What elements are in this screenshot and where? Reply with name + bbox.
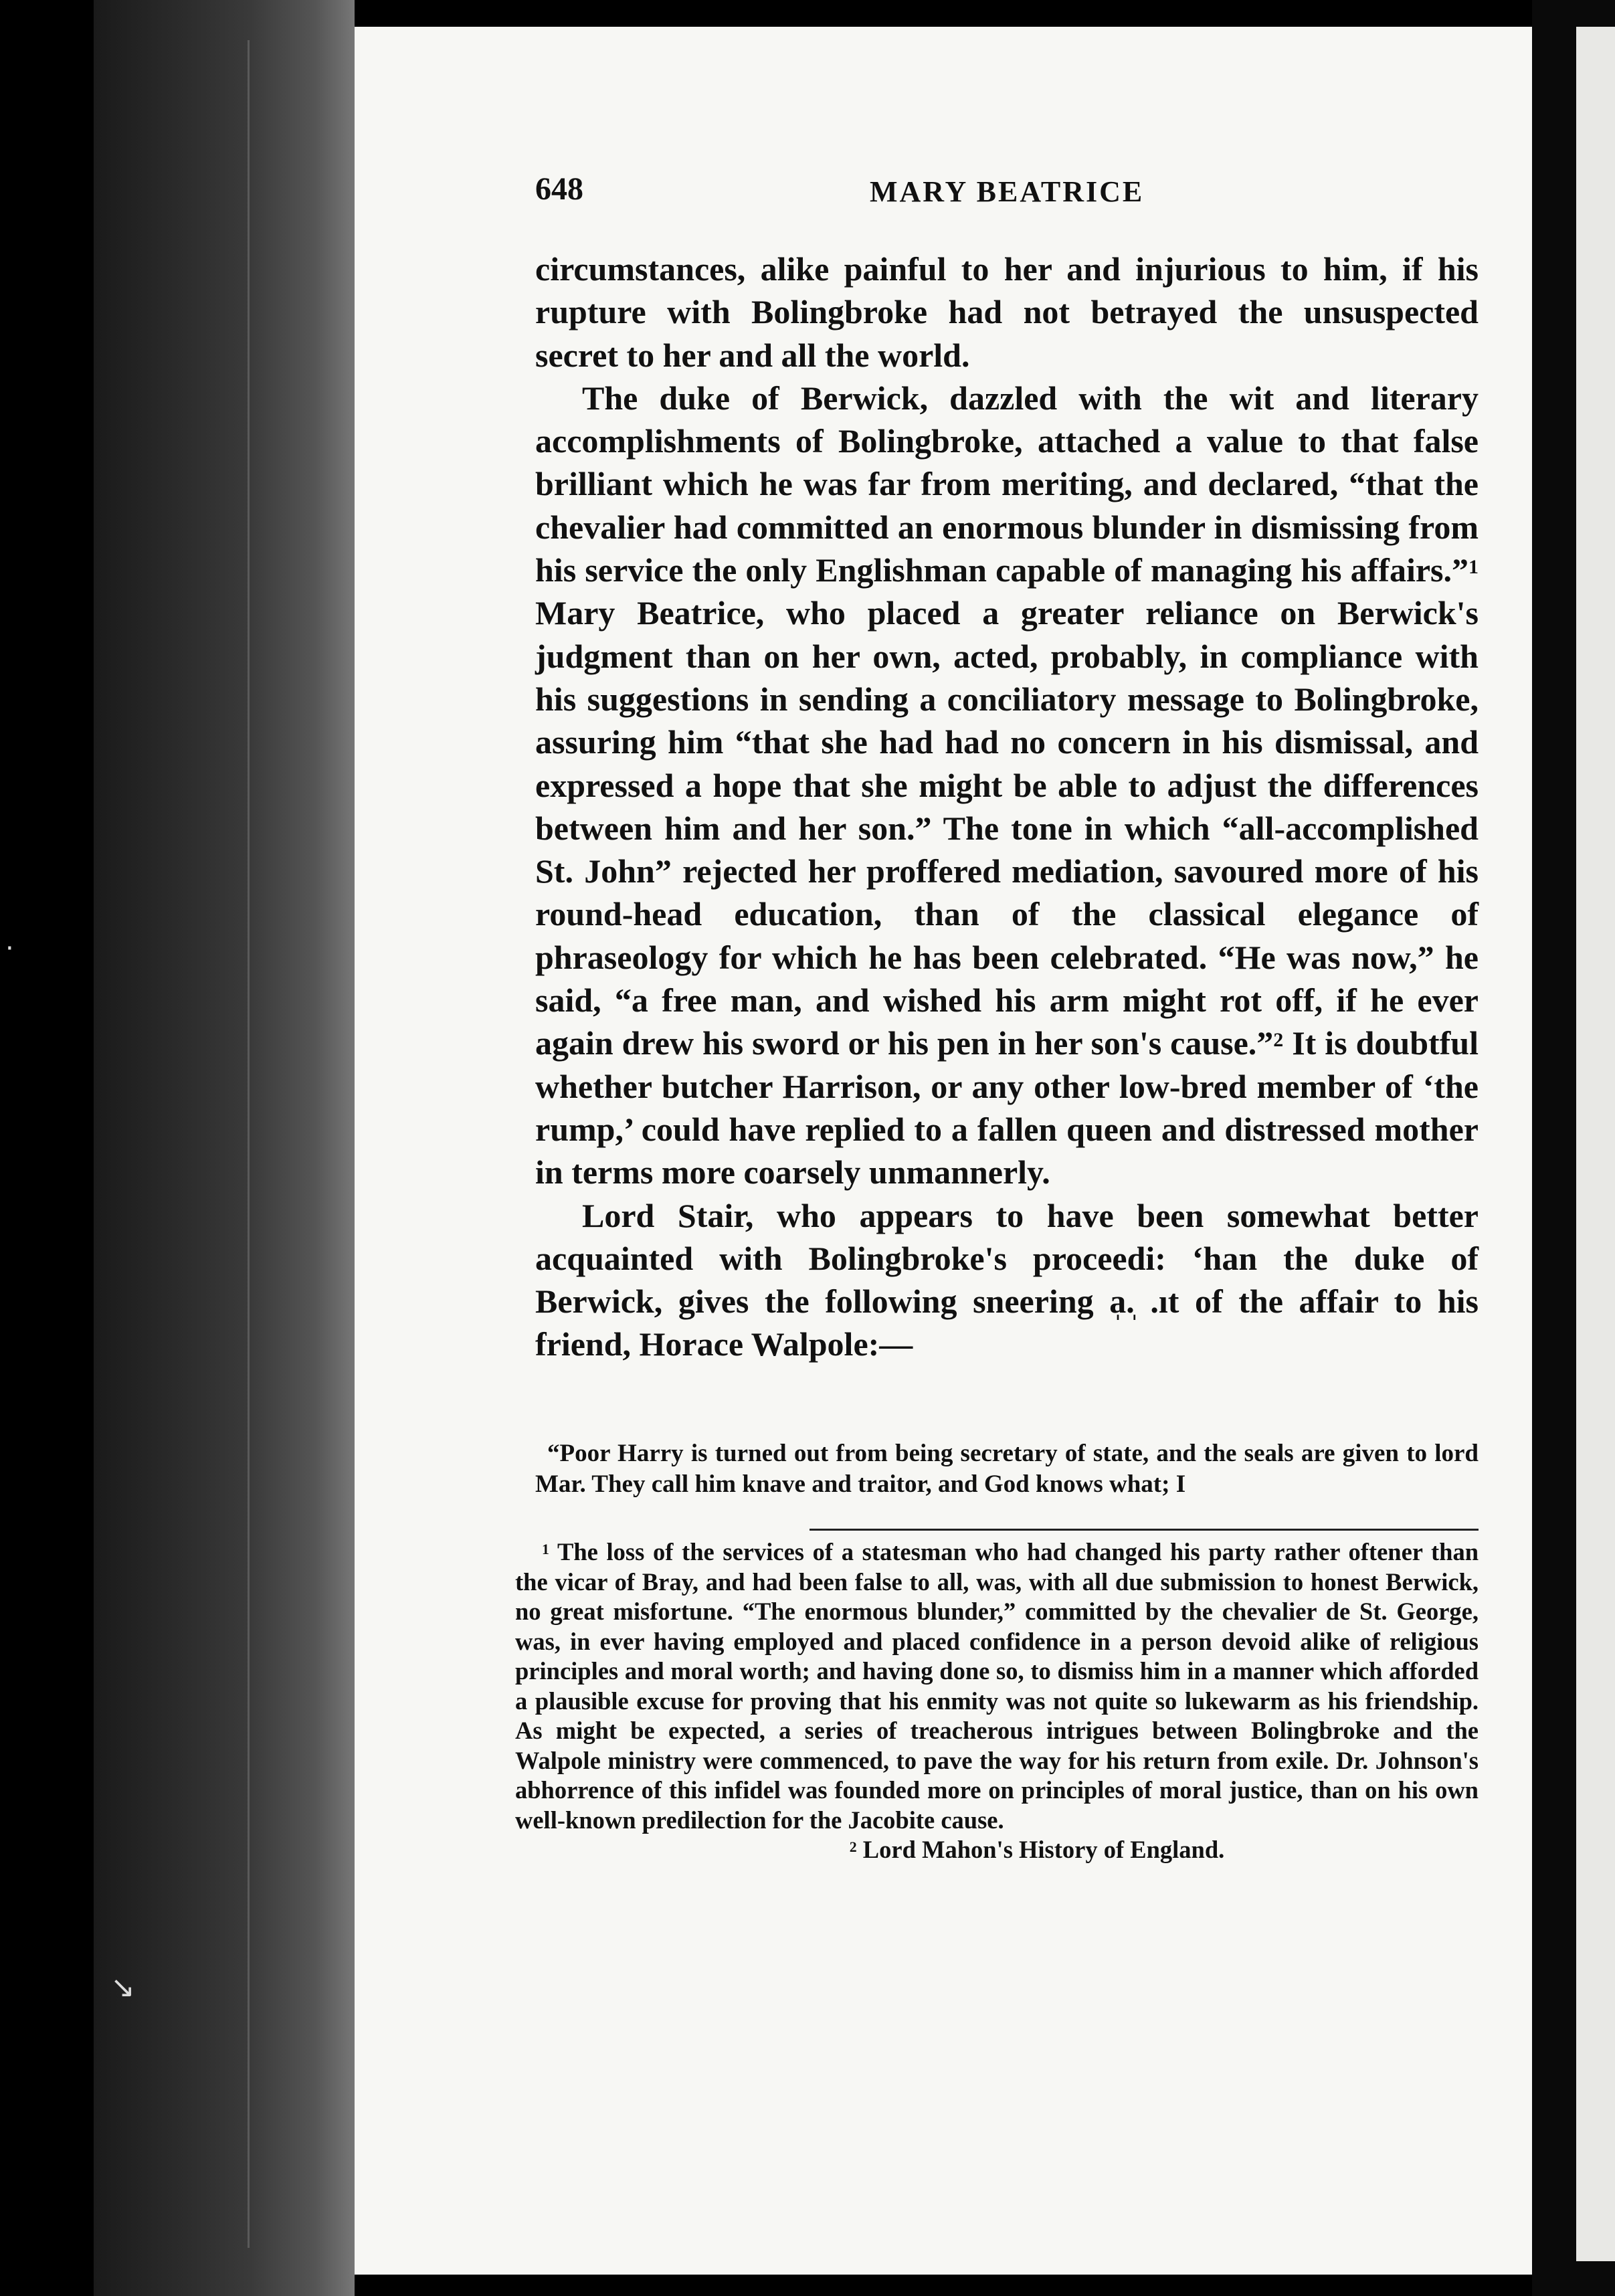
running-head: MARY BEATRICE bbox=[870, 175, 1145, 208]
footnote-ref-1: 1 bbox=[1468, 556, 1479, 579]
footnote-rule bbox=[810, 1529, 1479, 1531]
body-text bbox=[535, 248, 1479, 1366]
footnotes bbox=[515, 1537, 1479, 1865]
scan-right-edge bbox=[1532, 0, 1615, 2296]
page-number: 648 bbox=[535, 171, 583, 207]
footnote-1-marker: 1 bbox=[542, 1541, 549, 1557]
footnote-1-text: The loss of the services of a statesman who had changed his party rather oftener than the vicar of Bray, and had been false to all, was, with all due submission to honest Berwick, no great misfortune. “The enormous blunder,” committed by the chevalier de St. George, was, in ever having employed and placed confidence in a person devoid alike of religious principles and moral worth; and having done so, to dismiss him in a manner which afforded a plausible excuse for proving that his enmity was not quite so lukewarm as his friendship. As might be expected, a series of treacherous intrigues between Bolingbroke and the Walpole ministry were commenced, to pave the way for his return from exile. Dr. Johnson's abhorrence of this infidel was founded more on principles of moral justice, than on his own well-known predilection for the Jacobite cause. bbox=[515, 1538, 1479, 1834]
scan-speck: · bbox=[5, 933, 14, 964]
paragraph-1: circumstances, alike painful to her and injurious to him, if his rupture with Bolingbroke had not betrayed the unsuspected secret to her and all the world. bbox=[535, 250, 1479, 374]
paragraph-2 bbox=[535, 377, 1479, 1194]
adjacent-page-edge bbox=[1576, 27, 1615, 2261]
book-gutter bbox=[94, 0, 355, 2296]
footnote-2-marker: 2 bbox=[849, 1838, 857, 1855]
binding-shadow bbox=[248, 40, 250, 2248]
footnote-ref-2: 2 bbox=[1273, 1029, 1284, 1052]
block-quote: “Poor Harry is turned out from being secretary of state, and the seals are given to lord Mar. They call him knave and traitor, and God knows what; I bbox=[535, 1440, 1479, 1498]
footnote-2-text: Lord Mahon's History of England. bbox=[856, 1836, 1225, 1863]
scan-arrow-mark: ↘ bbox=[110, 1970, 135, 2004]
page-header bbox=[535, 171, 1479, 217]
paragraph-2-part-c: It is doubtful whether butcher Harrison, or any other low-bred member of ‘the rump,’ could have replied to a fallen queen and distressed mother in terms more coarsely unmannerly. bbox=[535, 1024, 1479, 1191]
paragraph-3: Lord Stair, who appears to have been somewhat better acquainted with Bolingbroke's proceedi: ‘han the duke of Berwick, gives the following sneering a̩.̩ .ıt of the affair to his friend, Horace Walpole:— bbox=[535, 1196, 1479, 1363]
paragraph-2-part-a: The duke of Berwick, dazzled with the wit and literary accomplishments of Bolingbroke, attached a value to that false brilliant which he was far from meriting, and declared, “that the chevalier had committed an enormous blunder in dismissing from his service the only Englishman capable of managing his affairs.” bbox=[535, 379, 1479, 589]
footnote-1 bbox=[515, 1537, 1479, 1835]
paragraph-2-part-b: Mary Beatrice, who placed a greater reliance on Berwick's judgment than on her own, acted, probably, in compliance with his suggestions in sending a conciliatory message to Bolingbroke, assuring him “that she had had no concern in his dismissal, and expressed a hope that she might be able to adjust the differences between him and her son.” The tone in which “all-accomplished St. John” rejected her proffered mediation, savoured more of his round-head education, than of the classical elegance of phraseology for which he has been celebrated. “He was now,” he said, “a free man, and wished his arm might rot off, if he ever again drew his sword or his pen in her son's cause.” bbox=[535, 594, 1479, 1062]
footnote-2 bbox=[515, 1835, 1479, 1865]
